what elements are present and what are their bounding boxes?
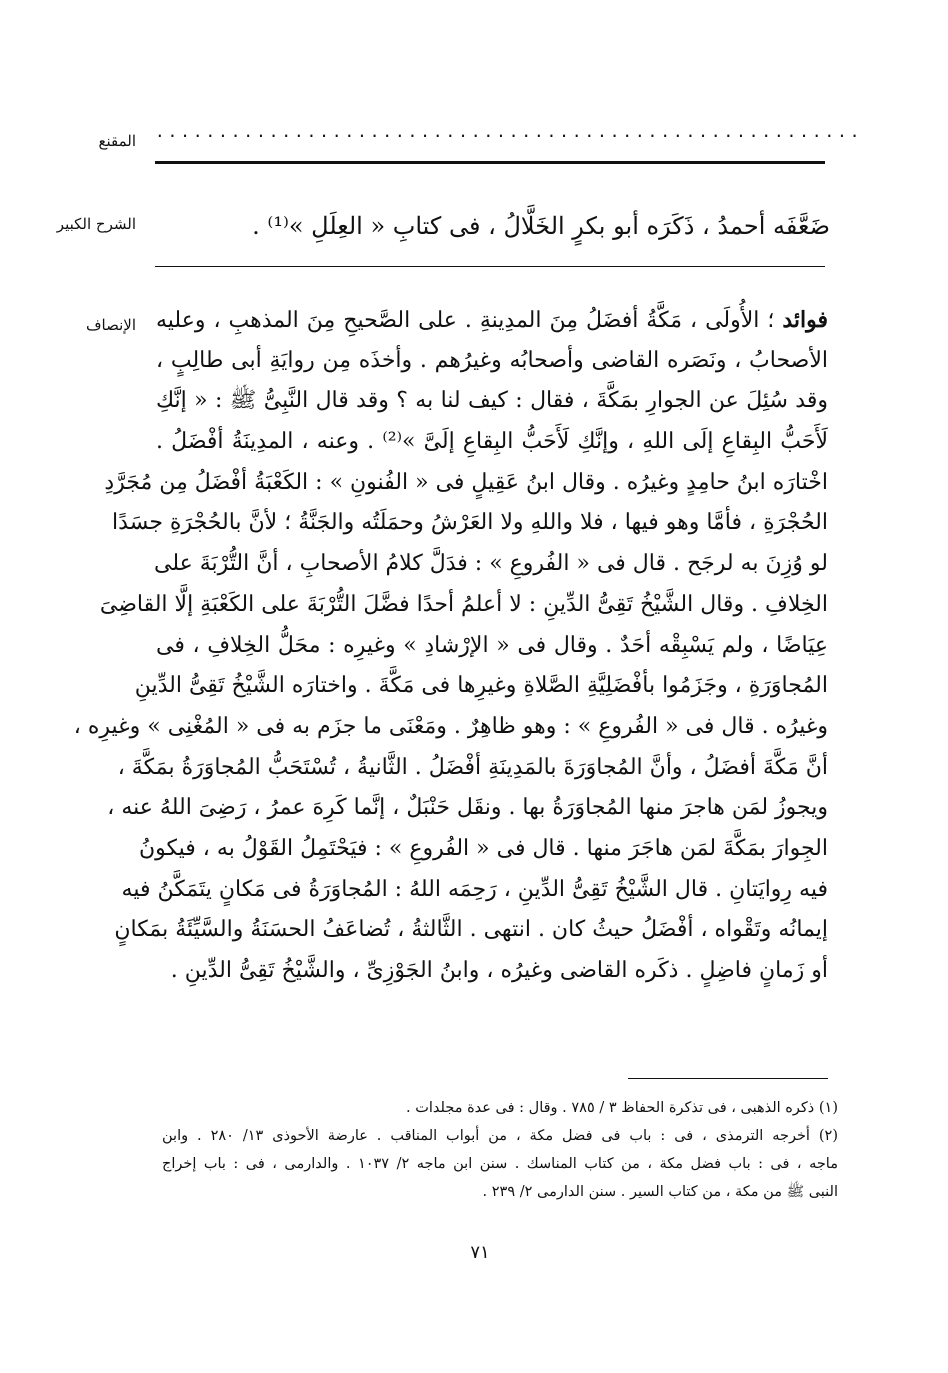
footnote-2-line: ماجه ، فى : باب فضل مكة ، من كتاب المناسك . سنن ابن ماجه ٢/ ١٠٣٧ . والدارمى ، فى : باب إخراج [162,1156,838,1172]
footnotes [162,1094,838,1206]
insaf-line: الجِوارَ بمَكَّةَ لمَن هاجَرَ منها . قال فى « الفُروعِ » : فيَحْتَمِلُ القَوْلُ به ، فيكونُ [138,835,828,861]
footnote-1: (١) ذكره الذهبى ، فى تذكرة الحفاظ ٣ / ٧٨٥ . وقال : فى عدة مجلدات . [406,1100,838,1116]
insaf-line: عِيَاضًا ، ولم يَسْبِقْه أحَدٌ . وقال فى « الإرْشادِ » وغيرِه : محَلُّ الخِلافِ ، فى [156,632,828,658]
insaf-line: إيمانُه وتَقْواه ، أفْضَلُ حيثُ كان . انتهى . الثَّالثةُ ، تُضاعَفُ الحسَنَةُ والسَّيِّئَةُ بمَكانٍ [114,917,828,943]
insaf-line: المُجاوَرَةِ ، وجَزَمُوا بأفْضَلِيَّةِ الصَّلاةِ وغيرِها فى مَكَّةَ . واختارَه الشَّيْخُ تَقِىُّ الدِّينِ [134,673,828,699]
insaf-line: وقد سُئِلَ عن الجوارِ بمَكَّةَ ، فقال : كيف لنا به ؟ وقد قال النَّبِىُّ ﷺ : « إنَّكِ [156,388,828,414]
insaf-line [156,300,828,341]
fawaid-heading: فوائد [782,307,829,333]
page-number: ٧١ [470,1242,490,1263]
insaf-line: ويجوزُ لمَن هاجرَ منها المُجاوَرَةُ بها . ونقَل حَنْبَلٌ ، إنَّما كَرِهَ عمرُ ، رَضِىَ اللهُ عنه ، [107,795,828,821]
insaf-line: أنَّ مَكَّةَ أفضَلُ ، وأنَّ المُجاوَرَةَ بالمَدِينَةِ أفْضَلُ . الثَّانيةُ ، تُسْتَحَبُّ المُجاوَرَةُ بمَكَّةَ ، [117,754,828,780]
insaf-line: فيه رِوايَتانِ . قال الشَّيْخُ تَقِىُّ الدِّينِ ، رَحِمَه اللهُ : المُجاوَرَةُ فى مَكانٍ يتَمَكَّنُ فيه [121,876,828,902]
insaf-line: الخِلافِ . وقال الشَّيْخُ تَقِىُّ الدِّينِ : لا أعلمُ أحدًا فضَّلَ التُّرْبَةَ على الكَعْبَةِ إلَّا القاضِىَ [99,591,828,617]
insaf-line: وغيرُه . قال فى « الفُروعِ » : وهو ظاهِرٌ . ومَعْنَى ما جزَم به فى « المُغْنِى » وغيرِه ، [73,713,828,739]
footnote-divider [628,1078,828,1079]
label-sharh-kabir: الشرح الكبير [56,215,136,233]
sharh-kabir-text: ضَعَّفَه أحمدُ ، ذَكَرَه أبو بكرٍ الخَلَّالُ ، فى كتابِ « العِلَلِ »⁽¹⁾ . [252,212,830,240]
insaf-line: اخْتارَه ابنُ حامِدٍ وغيرُه . وقال ابنُ عَقِيلٍ فى « الفُنونِ » : الكَعْبَةُ أفْضَلُ مِن مُجَرَّدِ [104,469,828,495]
label-insaf: الإنصاف [85,316,136,334]
dotted-separator: ........................................................ [155,122,863,141]
insaf-line-text: ؛ الأُولَى ، مَكَّةُ أفضَلُ مِنَ المدِينةِ . على الصَّحيحِ مِنَ المذهبِ ، وعليه [156,308,775,333]
thin-divider [155,266,825,267]
footnote-2-line: (٢) أخرجه الترمذى ، فى : باب فى فضل مكة ، من أبواب المناقب . عارضة الأحوذى ١٣/ ٢٨٠ . وابن [162,1128,838,1144]
footnote-2-line: النبى ﷺ من مكة ، من كتاب السير . سنن الدارمى ٢/ ٢٣٩ . [482,1184,838,1200]
label-muqni: المقنع [98,132,136,150]
thick-divider [155,161,825,164]
insaf-line: الحُجْرَةِ ، فأمَّا وهو فيها ، فلا واللهِ ولا العَرْشُ وحمَلَتُه والجَنَّةُ ؛ لأنَّ بالحُجْرَةِ جسَدًا [112,510,828,536]
insaf-line: الأصحابُ ، ونَصَره القاضى وأصحابُه وغيرُهم . وأخذَه مِن روايَةِ أبى طالِبٍ ، [156,347,828,373]
insaf-line: أو زَمانٍ فاضِلٍ . ذكَره القاضى وغيرُه ، وابنُ الجَوْزِىِّ ، والشَّيْخُ تَقِىُّ الدِّينِ . [170,958,828,983]
insaf-line: لو وُزِنَ به لرجَح . قال فى « الفُروعِ » : فدَلَّ كلامُ الأصحابِ ، أنَّ التُّرْبَةَ على [154,551,828,577]
insaf-line: لَأَحَبُّ البِقاعِ إلَى اللهِ ، وإنَّكِ لَأَحَبُّ البِقاعِ إلَىَّ »⁽²⁾ . وعنه ، المدِينَةُ أفْضَلُ . [156,429,829,455]
